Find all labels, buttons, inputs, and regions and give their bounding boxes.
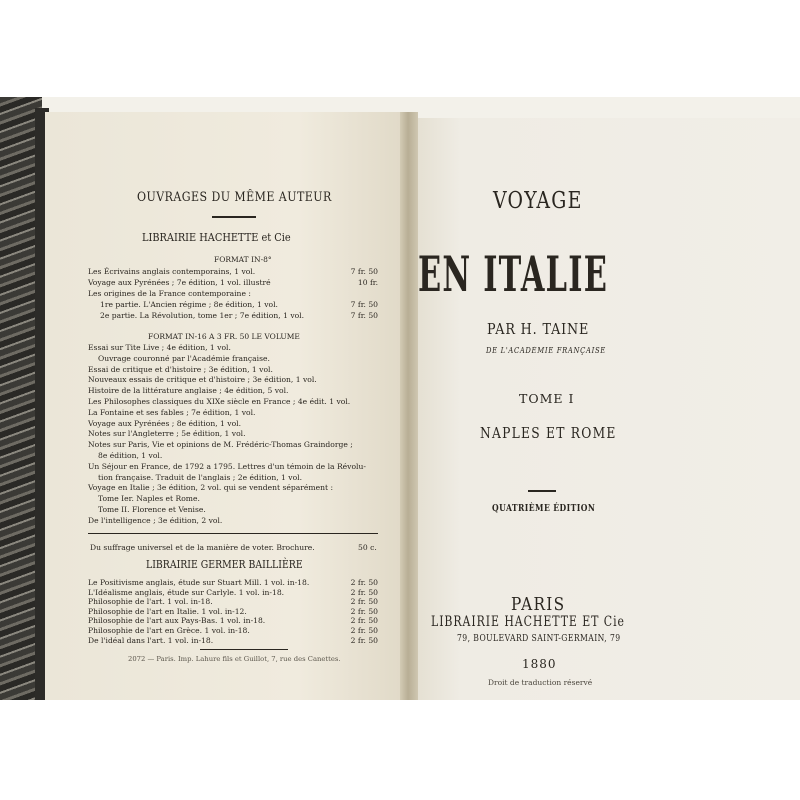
list-item <box>88 299 388 310</box>
printer-imprint: 2072 — Paris. Imp. Lahure fils et Guillot, 7, rue des Canettes. <box>128 655 341 663</box>
list-item-title: Voyage aux Pyrénées ; 7e édition, 1 vol. illustré <box>88 278 271 287</box>
publisher-name: LIBRAIRIE HACHETTE ET Cie <box>431 614 625 630</box>
list-item: Essai de critique et d'histoire ; 3e édition, 1 vol. <box>88 364 273 374</box>
list-item-price: 7 fr. 50 <box>350 267 378 276</box>
format-in16: FORMAT IN-16 A 3 FR. 50 LE VOLUME <box>148 332 300 341</box>
publisher-bailliere: LIBRAIRIE GERMER BAILLIÈRE <box>146 558 303 571</box>
suffrage-line: Du suffrage universel et de la manière de voter. Brochure. <box>90 543 315 552</box>
title-voyage: VOYAGE <box>493 188 583 214</box>
list-item: Voyage aux Pyrénées ; 8e édition, 1 vol. <box>88 418 241 428</box>
list-item: Tome II. Florence et Venise. <box>98 504 206 514</box>
list-item-price: 7 fr. 50 <box>350 311 378 320</box>
list-item-price: 2 fr. 50 <box>350 587 378 597</box>
list-item-title: Philosophie de l'art aux Pays-Bas. 1 vol. in-18. <box>88 616 266 626</box>
list-item: Voyage en Italie ; 3e édition, 2 vol. qui se vendent séparément : <box>88 483 334 493</box>
list-item <box>88 597 388 607</box>
list-item <box>88 277 388 288</box>
list-item: Tome Ier. Naples et Rome. <box>98 494 200 504</box>
hachette-in16-list <box>88 343 388 527</box>
list-item-price: 2 fr. 50 <box>350 597 378 607</box>
volume-title: NAPLES ET ROME <box>480 424 617 442</box>
list-item-price: 10 fr. <box>357 278 378 287</box>
divider <box>200 649 288 650</box>
tome-label: TOME I <box>519 391 575 406</box>
list-item <box>88 626 388 636</box>
right-page <box>414 118 800 700</box>
list-item <box>88 266 388 277</box>
list-item: Essai sur Tite Live ; 4e édition, 1 vol. <box>88 343 231 352</box>
list-item-title: Les origines de la France contemporaine : <box>88 289 251 298</box>
list-item-price: 7 fr. 50 <box>350 300 378 309</box>
list-item: La Fontaine et ses fables ; 7e édition, 1 vol. <box>88 407 256 417</box>
list-item: Les Philosophes classiques du XIXe siècle en France ; 4e édit. 1 vol. <box>88 396 351 406</box>
publisher-hachette: LIBRAIRIE HACHETTE et Cie <box>142 230 291 244</box>
list-item-title: Philosophie de l'art en Grèce. 1 vol. in-18. <box>88 625 250 635</box>
list-item: De l'intelligence ; 3e édition, 2 vol. <box>88 515 223 525</box>
list-item-title: L'Idéalisme anglais, étude sur Carlyle. 1 vol. in-18. <box>88 587 285 597</box>
list-item <box>88 578 388 588</box>
list-item: Notes sur l'Angleterre ; 5e édition, 1 vol. <box>88 429 246 439</box>
list-item: Un Séjour en France, de 1792 a 1795. Lettres d'un témoin de la Révolu- <box>88 461 366 471</box>
list-item <box>88 310 388 321</box>
list-item: Histoire de la littérature anglaise ; 4e édition, 5 vol. <box>88 386 289 396</box>
list-item-price: 2 fr. 50 <box>350 578 378 587</box>
city: PARIS <box>511 594 566 615</box>
rights-line: Droit de traduction réservé <box>488 678 593 687</box>
format-in8: FORMAT IN-8° <box>214 255 272 264</box>
list-item-title: Les Écrivains anglais contemporains, 1 vol. <box>88 267 256 276</box>
list-item-title: Philosophie de l'art. 1 vol. in-18. <box>88 597 213 607</box>
left-heading: OUVRAGES DU MÊME AUTEUR <box>137 190 332 205</box>
academy-line: DE L'ACADÉMIE FRANÇAISE <box>486 346 606 355</box>
author-line: PAR H. TAINE <box>487 320 590 338</box>
list-item-price: 2 fr. 50 <box>350 606 378 616</box>
list-item-price: 2 fr. 50 <box>350 635 378 645</box>
list-item <box>88 636 388 646</box>
list-item <box>88 288 388 299</box>
list-item: Nouveaux essais de critique et d'histoire ; 3e édition, 1 vol. <box>88 375 317 385</box>
list-item <box>88 616 388 626</box>
divider <box>212 216 256 218</box>
list-item <box>88 607 388 617</box>
list-item-price: 2 fr. 50 <box>350 625 378 635</box>
divider <box>88 533 378 534</box>
suffrage-price: 50 c. <box>358 543 377 552</box>
list-item <box>88 588 388 598</box>
hachette-in8-list <box>88 266 388 321</box>
list-item-title: Philosophie de l'art en Italie. 1 vol. in-12. <box>88 606 247 616</box>
divider <box>528 490 556 492</box>
list-item: 8e édition, 1 vol. <box>98 450 163 460</box>
edition-line: QUATRIÈME ÉDITION <box>492 504 596 514</box>
list-item-title: 1re partie. L'Ancien régime ; 8e édition, 1 vol. <box>100 300 278 309</box>
list-item: Ouvrage couronné par l'Académie française. <box>98 353 270 363</box>
list-item: Notes sur Paris, Vie et opinions de M. Frédéric-Thomas Graindorge ; <box>88 440 353 450</box>
year: 1880 <box>522 657 557 671</box>
list-item-title: 2e partie. La Révolution, tome 1er ; 7e édition, 1 vol. <box>100 311 305 320</box>
list-item-title: Le Positivisme anglais, étude sur Stuart Mill. 1 vol. in-18. <box>88 578 310 587</box>
publisher-address: 79, BOULEVARD SAINT-GERMAIN, 79 <box>457 634 621 644</box>
bailliere-list <box>88 578 388 645</box>
list-item-price: 2 fr. 50 <box>350 616 378 626</box>
title-en-italie: EN ITALIE <box>418 245 609 303</box>
list-item-title: De l'idéal dans l'art. 1 vol. in-18. <box>88 635 214 645</box>
list-item: tion française. Traduit de l'anglais ; 2e édition, 1 vol. <box>98 472 302 482</box>
book-gutter <box>400 112 418 700</box>
